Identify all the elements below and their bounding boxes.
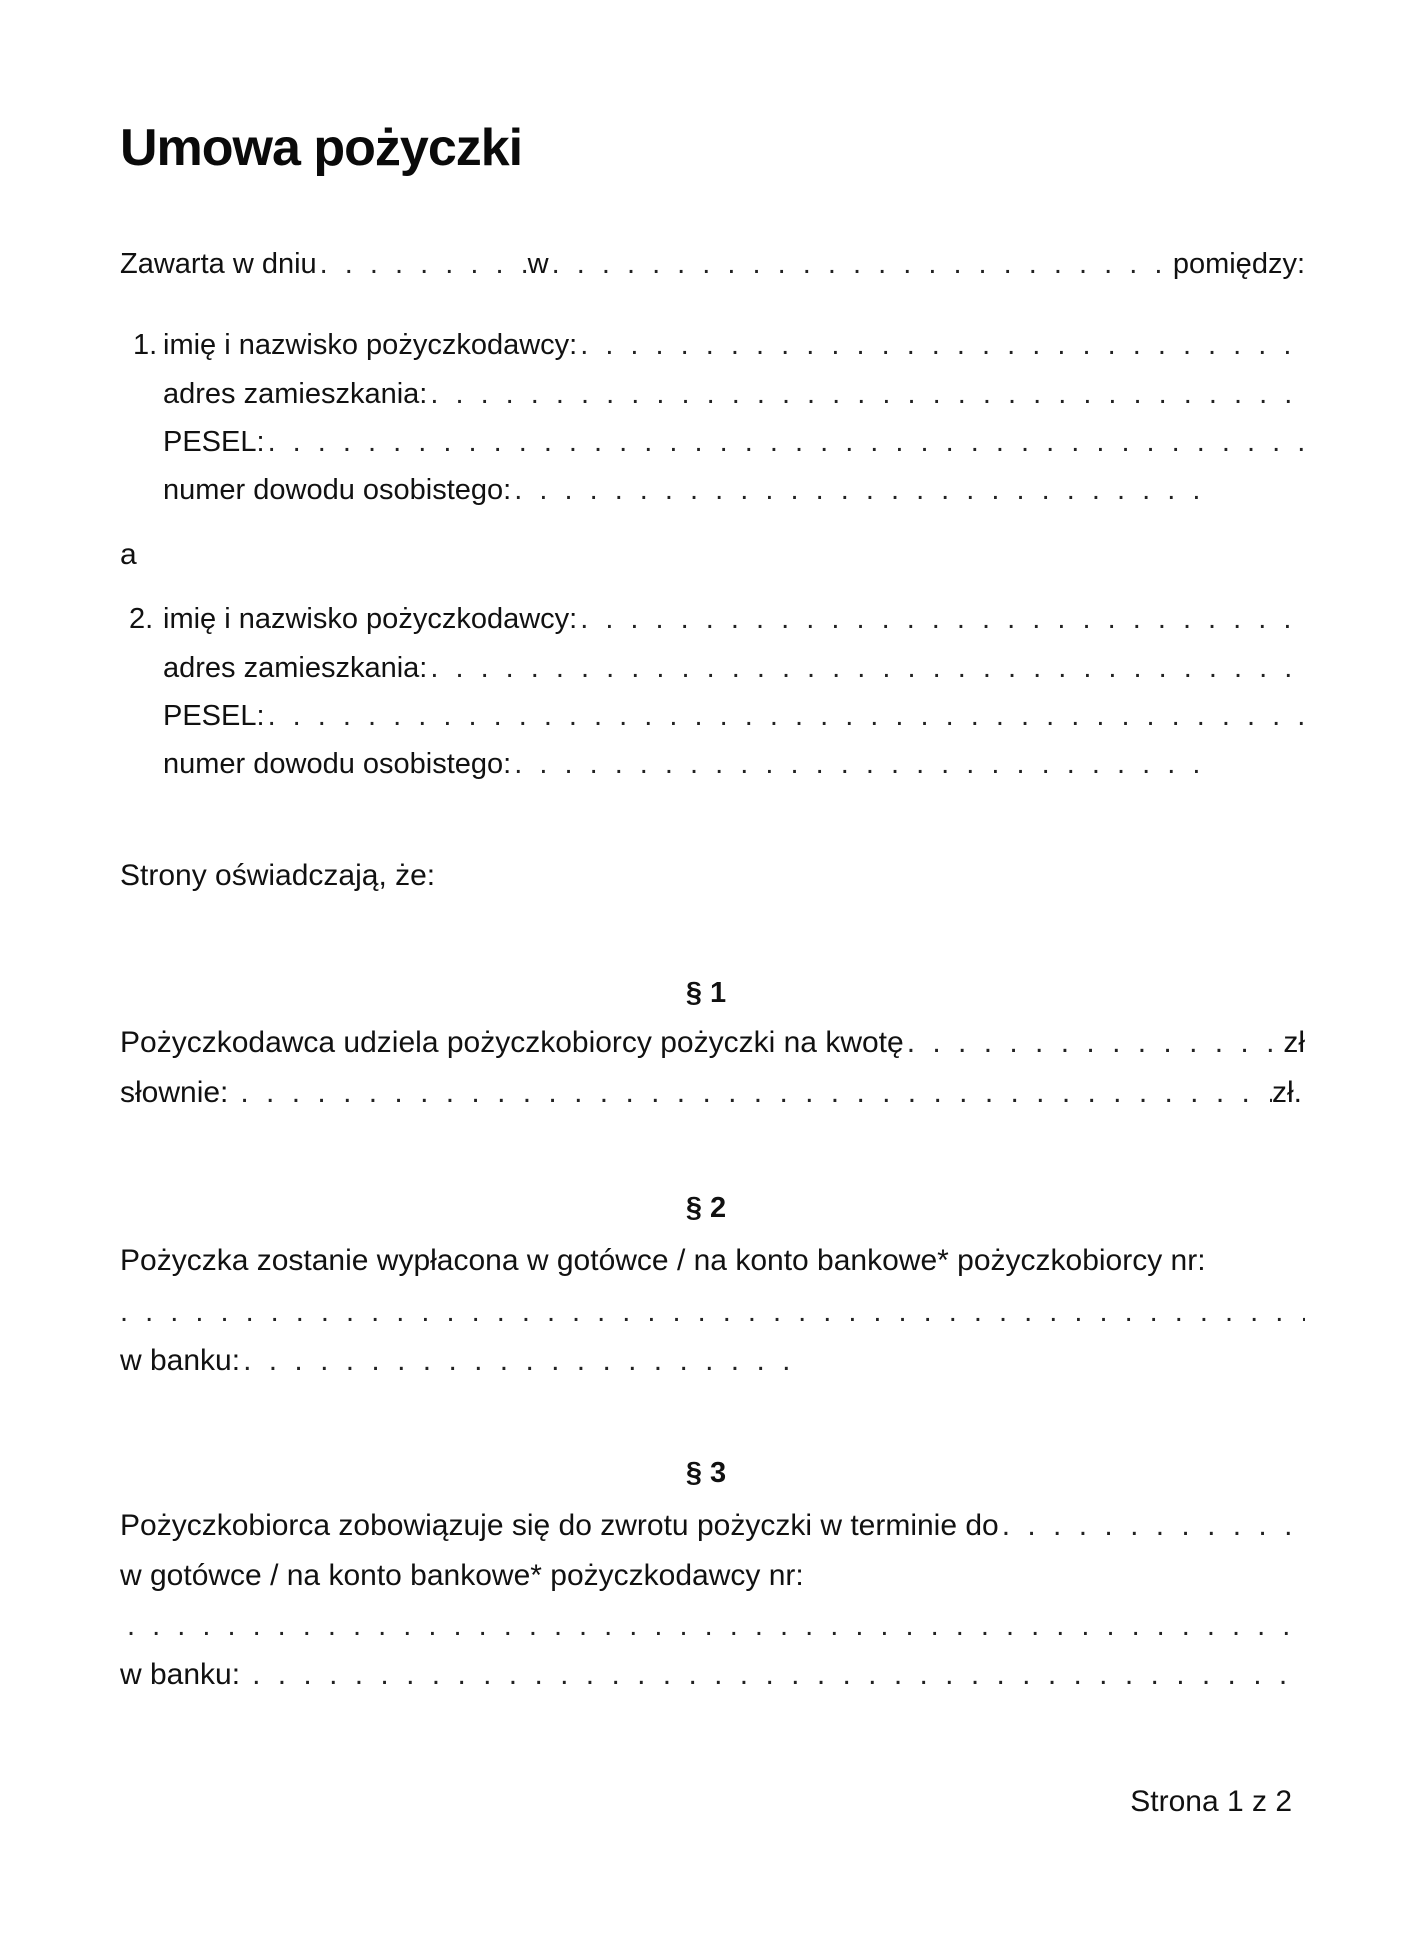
party1-number: 1. (133, 329, 158, 361)
intro-date-label: Zawarta w dniu (120, 248, 317, 280)
party2-id-line (163, 746, 1218, 782)
borrower-bank-field[interactable] (240, 1343, 800, 1379)
intro-place-label: w (527, 248, 549, 280)
party1-address-field[interactable] (427, 376, 1303, 412)
party2-number: 2. (129, 603, 154, 635)
party2-address-label: adres zamieszkania: (163, 652, 428, 684)
section3-account-line (127, 1608, 1297, 1644)
intro-line (120, 246, 1305, 282)
section3-text: Pożyczkobiorca zobowiązuje się do zwrotu pożyczki w terminie do (120, 1509, 999, 1542)
date-fill-field[interactable] (317, 246, 528, 282)
section2-account-line (120, 1294, 1305, 1330)
party2-name-field[interactable] (577, 601, 1303, 637)
section1-amount-line (120, 1025, 1305, 1061)
party2-name-label: imię i nazwisko pożyczkodawcy: (163, 603, 578, 635)
party1-pesel-field[interactable] (265, 424, 1303, 460)
section2-bank-line (120, 1343, 800, 1379)
party2-name-line (163, 601, 1303, 637)
party1-id-line (163, 472, 1218, 508)
section1-amount-label: Pożyczkodawca udziela pożyczkobiorcy pożyczki na kwotę (120, 1026, 904, 1059)
intro-between-label: pomiędzy: (1172, 248, 1305, 280)
party1-name-line (163, 327, 1303, 363)
party1-address-label: adres zamieszkania: (163, 378, 428, 410)
party2-pesel-label: PESEL: (163, 700, 265, 732)
section1-words-unit: zł. (1272, 1076, 1302, 1109)
section3-text2: w gotówce / na konto bankowe* pożyczkodawcy nr: (120, 1559, 804, 1592)
section1-words-line (120, 1075, 1302, 1111)
borrower-account-field[interactable] (120, 1294, 1305, 1330)
party2-id-field[interactable] (511, 746, 1218, 782)
party1-name-label: imię i nazwisko pożyczkodawcy: (163, 329, 578, 361)
section2-heading: § 2 (685, 1192, 727, 1224)
party2-address-line (163, 650, 1303, 686)
section2-bank-label: w banku: (120, 1344, 241, 1377)
repayment-deadline-field[interactable] (999, 1508, 1302, 1544)
party1-pesel-label: PESEL: (163, 426, 265, 458)
party2-address-field[interactable] (427, 650, 1303, 686)
section3-deadline-line (120, 1508, 1302, 1544)
conjunction-text: a (120, 538, 137, 571)
party1-address-line (163, 376, 1303, 412)
section3-heading: § 3 (685, 1457, 727, 1489)
declaration-text: Strony oświadczają, że: (120, 859, 436, 892)
section3-bank-label: w banku: (120, 1658, 241, 1691)
party1-pesel-line (163, 424, 1303, 460)
section1-heading: § 1 (685, 977, 727, 1009)
party2-id-label: numer dowodu osobistego: (163, 748, 512, 780)
party2-pesel-line (163, 698, 1303, 734)
section3-bank-line (120, 1657, 1298, 1693)
document-title: Umowa pożyczki (120, 119, 523, 177)
loan-amount-words-field[interactable] (228, 1075, 1272, 1111)
party2-pesel-field[interactable] (265, 698, 1303, 734)
party1-name-field[interactable] (577, 327, 1303, 363)
section1-words-label: słownie: (120, 1076, 229, 1109)
lender-account-field[interactable] (127, 1608, 1297, 1644)
place-fill-field[interactable] (549, 246, 1173, 282)
party1-id-field[interactable] (511, 472, 1218, 508)
section1-amount-unit: zł (1283, 1026, 1305, 1059)
loan-amount-field[interactable] (904, 1025, 1284, 1061)
party1-id-label: numer dowodu osobistego: (163, 474, 512, 506)
lender-bank-field[interactable] (240, 1657, 1298, 1693)
page-number: Strona 1 z 2 (1130, 1785, 1292, 1818)
section2-text: Pożyczka zostanie wypłacona w gotówce / na konto bankowe* pożyczkobiorcy nr: (120, 1244, 1206, 1277)
